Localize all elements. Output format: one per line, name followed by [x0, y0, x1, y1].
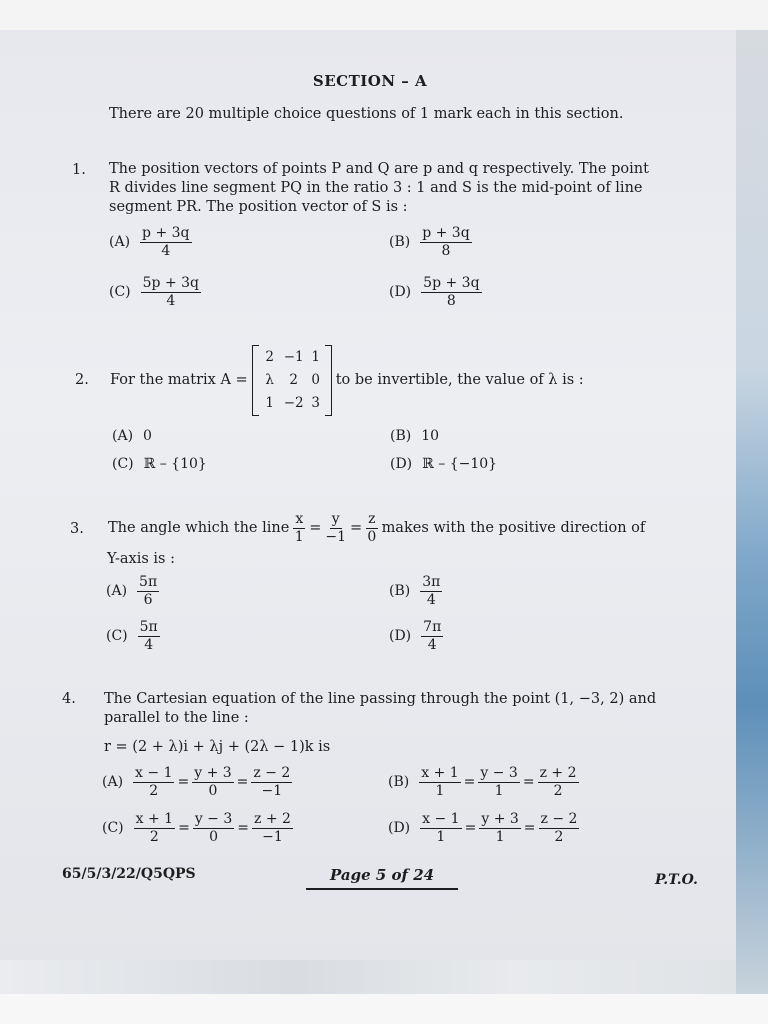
equals-sign: = [177, 774, 190, 791]
fraction-num: z + 2 [254, 811, 291, 827]
matrix-cell: −2 [283, 395, 304, 411]
q1-option-d-fraction [421, 276, 481, 308]
q1-option-b-label: (B) [389, 234, 411, 251]
page-number-underline [306, 888, 458, 890]
q1-option-d [389, 276, 482, 308]
q3-option-d-label: (D) [389, 628, 412, 645]
background-top [0, 0, 768, 30]
q2-suffix: to be invertible, the value of λ is : [335, 372, 584, 388]
q1-option-c-num: 5p + 3q [142, 275, 200, 291]
q3-option-c [106, 620, 160, 652]
fraction-den: 2 [149, 828, 159, 845]
q4-option-c-label: (C) [102, 820, 124, 837]
matrix-cell: 1 [311, 349, 320, 365]
q2-matrix [252, 345, 332, 416]
matrix-grid [259, 345, 325, 416]
q1-option-c-fraction [141, 276, 201, 308]
q4-option-d [388, 812, 579, 844]
please-turn-over: P.T.O. [655, 872, 698, 888]
fraction-num: z + 2 [539, 765, 577, 781]
q2-option-d-label: (D) [390, 456, 413, 472]
q2-prefix: For the matrix A = [110, 372, 248, 388]
q1-text [109, 160, 689, 217]
q4-number: 4. [62, 691, 76, 707]
fraction-den: 0 [208, 782, 218, 799]
q1-option-c-label: (C) [109, 284, 131, 301]
q1-option-d-num: 5p + 3q [423, 275, 480, 291]
q2-option-c [112, 456, 207, 472]
background-right [736, 30, 768, 994]
q3-option-d-fraction [421, 620, 443, 652]
fraction-num: y − 3 [194, 811, 233, 827]
equals-sign: = [237, 820, 249, 837]
q3-prefix: The angle which the line [108, 519, 290, 536]
q3-option-a [106, 575, 159, 607]
q3-line2: Y-axis is : [107, 551, 175, 567]
paper-code: 65/5/3/22/Q5QPS [62, 866, 196, 882]
equals-sign: = [178, 820, 190, 837]
q2-option-d [390, 456, 497, 472]
q4-option-a-equation [133, 766, 292, 798]
fraction-den: 0 [209, 828, 218, 845]
q3-option-c-fraction [138, 620, 160, 652]
fraction [479, 812, 520, 844]
q3-option-c-den: 4 [144, 636, 154, 653]
q3-option-a-den: 6 [143, 591, 153, 608]
fraction [420, 812, 461, 844]
fraction-num: y − 3 [480, 765, 518, 781]
q3-option-d-num: 7π [423, 619, 442, 635]
q1-option-a-fraction [140, 226, 191, 258]
q4-equation: r = (2 + λ)i + λj + (2λ − 1)k is [104, 739, 331, 755]
q4-option-d-label: (D) [388, 820, 411, 837]
q1-option-c [109, 276, 201, 308]
fraction-den: 1 [495, 828, 505, 845]
q1-option-a-num: p + 3q [142, 225, 190, 241]
q3-fraction-z-den: 0 [367, 528, 377, 545]
q3-fraction-y [325, 512, 346, 544]
matrix-cell: 3 [311, 395, 320, 411]
q3-option-b-fraction [420, 575, 442, 607]
q4-option-a [102, 766, 292, 798]
q2-option-b-label: (B) [390, 428, 412, 444]
fraction-num: x + 1 [421, 765, 459, 781]
q3-option-d-den: 4 [427, 636, 437, 653]
fraction [539, 812, 580, 844]
fraction-num: x − 1 [422, 811, 460, 827]
q3-fraction-x-num: x [295, 511, 304, 527]
q1-line2: R divides line segment PQ in the ratio 3 : 1 and S is the mid-point of line [109, 180, 643, 196]
q2-text [110, 345, 584, 416]
q3-option-a-num: 5π [139, 574, 158, 590]
q3-option-b-label: (B) [389, 583, 411, 600]
q1-option-d-label: (D) [389, 284, 412, 301]
q4-text [104, 690, 704, 728]
fraction [252, 812, 293, 844]
fraction-num: z − 2 [540, 811, 578, 827]
equals-sign: = [309, 519, 322, 536]
q3-option-a-fraction [137, 575, 159, 607]
background-bottom [0, 994, 768, 1024]
q1-line1: The position vectors of points P and Q are p and q respectively. The point [109, 161, 649, 177]
fraction [192, 766, 233, 798]
q1-option-a-den: 4 [161, 242, 171, 259]
fraction-den: 2 [554, 828, 564, 845]
fraction-den: 1 [494, 782, 504, 799]
q3-option-b-den: 4 [426, 591, 436, 608]
q4-option-a-label: (A) [102, 774, 124, 791]
q1-option-b-den: 8 [441, 242, 451, 259]
q4-option-c-equation [134, 812, 293, 844]
equals-sign: = [236, 774, 249, 791]
q3-option-a-label: (A) [106, 583, 128, 600]
q1-option-c-den: 4 [166, 292, 176, 309]
fraction [538, 766, 579, 798]
fraction-num: x + 1 [135, 811, 174, 827]
q3-option-b-num: 3π [422, 574, 441, 590]
q2-option-a-text: 0 [143, 428, 152, 444]
matrix-cell: 1 [265, 395, 274, 411]
equals-sign: = [464, 820, 477, 837]
q4-line1: The Cartesian equation of the line passing through the point (1, −3, 2) and [104, 691, 657, 707]
q4-option-b-equation [419, 766, 578, 798]
q3-text [108, 512, 645, 544]
matrix-cell: 2 [265, 349, 274, 365]
q2-option-c-text: ℝ – {10} [143, 456, 207, 472]
section-title: SECTION – A [312, 72, 428, 90]
equals-sign: = [463, 774, 476, 791]
fraction-num: y + 3 [194, 765, 232, 781]
q1-option-b [389, 226, 472, 258]
fraction-num: z − 2 [253, 765, 291, 781]
fraction-den: 2 [553, 782, 563, 799]
matrix-cell: λ [265, 372, 274, 388]
matrix-cell: 2 [289, 372, 298, 388]
fraction-den: 2 [149, 782, 159, 799]
q4-line2: parallel to the line : [104, 710, 249, 726]
section-intro: There are 20 multiple choice questions of 1 mark each in this section. [109, 106, 624, 122]
fraction-den: −1 [262, 828, 283, 845]
q1-line3: segment PR. The position vector of S is : [109, 199, 408, 215]
fraction [478, 766, 519, 798]
fraction-den: −1 [261, 782, 283, 799]
matrix-cell: −1 [283, 349, 304, 365]
background-strip [0, 960, 736, 994]
q1-option-a-label: (A) [109, 234, 131, 251]
q2-option-b-text: 10 [421, 428, 440, 444]
q1-option-b-fraction [420, 226, 471, 258]
q4-option-d-equation [420, 812, 579, 844]
q3-fraction-z-num: z [368, 511, 376, 527]
q3-fraction-z [366, 512, 377, 544]
q3-fraction-y-num: y [331, 511, 340, 527]
q1-option-d-den: 8 [446, 292, 456, 309]
q3-fraction-y-den: −1 [325, 528, 347, 545]
q3-fraction-x-den: 1 [294, 528, 304, 545]
fraction-den: 1 [436, 828, 446, 845]
fraction [133, 766, 174, 798]
q4-option-b [388, 766, 579, 798]
q3-fraction-x [293, 512, 305, 544]
q2-option-d-text: ℝ – {−10} [422, 456, 498, 472]
q2-option-b [390, 428, 439, 444]
fraction-num: x − 1 [135, 765, 173, 781]
fraction [134, 812, 175, 844]
q2-number: 2. [75, 372, 89, 388]
q2-option-a [112, 428, 152, 444]
q3-option-b [389, 575, 442, 607]
q3-option-c-num: 5π [139, 619, 158, 635]
q2-option-a-label: (A) [112, 428, 134, 444]
fraction [419, 766, 460, 798]
q3-option-d [389, 620, 443, 652]
fraction-num: y + 3 [481, 811, 519, 827]
q2-option-c-label: (C) [112, 456, 134, 472]
matrix-cell: 0 [311, 372, 320, 388]
matrix-right-bracket [325, 345, 332, 416]
fraction-den: 1 [435, 782, 445, 799]
q1-option-b-num: p + 3q [422, 225, 470, 241]
page-number: Page 5 of 24 [330, 866, 435, 884]
equals-sign: = [350, 519, 363, 536]
q4-option-c [102, 812, 293, 844]
equals-sign: = [523, 820, 536, 837]
q3-suffix: makes with the positive direction of [381, 519, 646, 536]
fraction [193, 812, 234, 844]
fraction [251, 766, 292, 798]
equals-sign: = [522, 774, 535, 791]
q4-option-b-label: (B) [388, 774, 410, 791]
q1-option-a [109, 226, 192, 258]
matrix-left-bracket [252, 345, 259, 416]
q3-option-c-label: (C) [106, 628, 128, 645]
q1-number: 1. [72, 162, 86, 178]
q3-number: 3. [70, 521, 84, 537]
